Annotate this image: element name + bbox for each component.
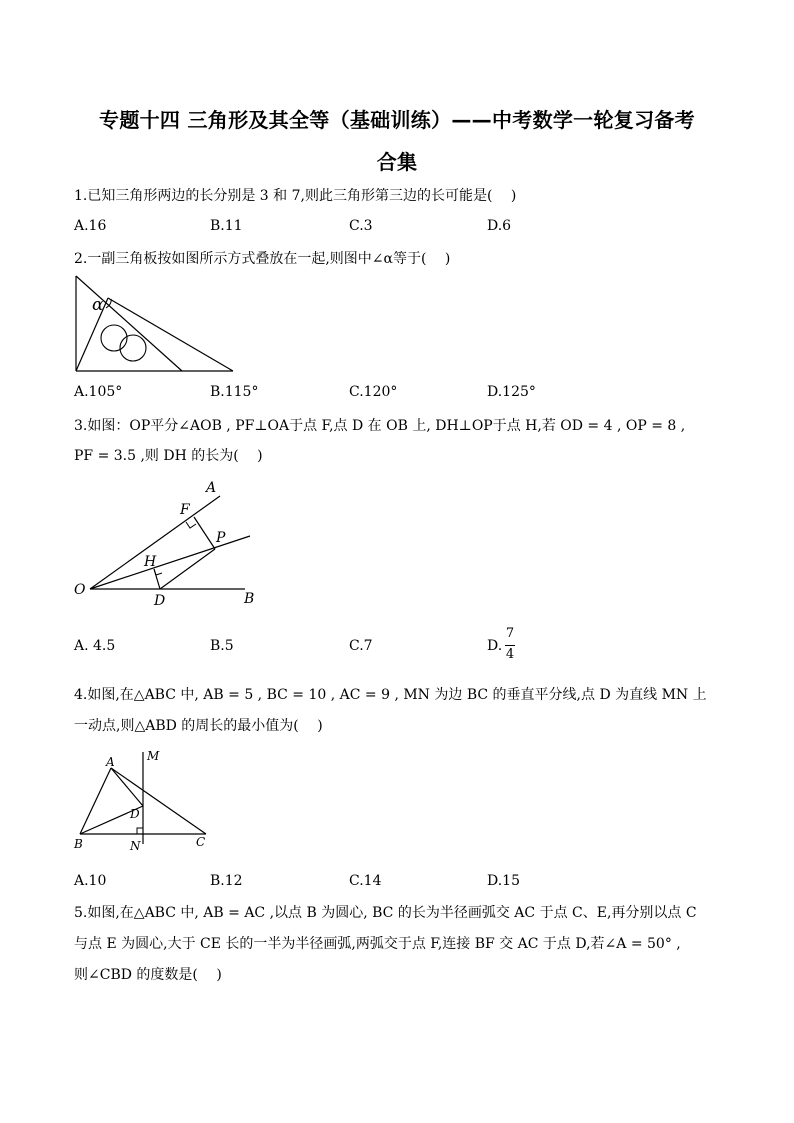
q4-label-a: A [106, 755, 115, 769]
q4-option-c[interactable]: C.14 [349, 873, 382, 889]
question-5-stem-line-3: 则∠CBD 的度数是( ) [74, 967, 222, 983]
q3-angle-bisector-figure [70, 476, 270, 608]
q2-option-a[interactable]: A.105° [74, 384, 123, 400]
q3-label-h: H [144, 554, 157, 570]
q4-label-c: C [196, 835, 206, 849]
q2-option-b[interactable]: B.115° [210, 384, 259, 400]
q4-label-m: M [147, 749, 160, 763]
q4-option-b[interactable]: B.12 [210, 873, 243, 889]
q3-label-p: P [216, 530, 226, 546]
q4-option-d[interactable]: D.15 [487, 873, 520, 889]
question-5-stem-line-1: 5.如图,在△ABC 中, AB = AC ,以点 B 为圆心, BC 的长为半径画弧交 AC 于点 C、E,再分别以点 C [74, 905, 697, 921]
question-4-stem-line-2: 一动点,则△ABD 的周长的最小值为( ) [74, 718, 323, 734]
q3-option-d-fraction-bar [505, 645, 515, 646]
q1-option-c[interactable]: C.3 [349, 218, 373, 234]
q3-option-b[interactable]: B.5 [210, 638, 234, 654]
question-3-stem-line-2: PF = 3.5 ,则 DH 的长为( ) [74, 448, 263, 464]
q2-option-c[interactable]: C.120° [349, 384, 398, 400]
q4-label-b: B [74, 837, 83, 851]
q3-label-a: A [206, 480, 217, 496]
q1-option-a[interactable]: A.16 [74, 218, 107, 234]
question-4-stem-line-1: 4.如图,在△ABC 中, AB = 5 , BC = 10 , AC = 9 , MN 为边 BC 的垂直平分线,点 D 为直线 MN 上 [74, 687, 707, 703]
page-title: 专题十四 三角形及其全等（基础训练）——中考数学一轮复习备考 [99, 108, 695, 132]
q1-option-b[interactable]: B.11 [210, 218, 243, 234]
q4-label-d: D [130, 807, 140, 821]
q2-label-alpha: α [92, 295, 104, 315]
q3-label-d: D [154, 593, 166, 608]
q3-label-f: F [180, 502, 190, 518]
q1-option-d[interactable]: D.6 [487, 218, 512, 234]
q4-option-a[interactable]: A.10 [74, 873, 107, 889]
q3-option-d[interactable]: D. [487, 638, 503, 654]
q3-option-c[interactable]: C.7 [349, 638, 373, 654]
page-title-continued: 合集 [376, 150, 418, 174]
question-1-stem: 1.已知三角形两边的长分别是 3 和 7,则此三角形第三边的长可能是( ) [74, 188, 517, 204]
q3-option-d-denominator: 4 [505, 647, 515, 662]
q2-option-d[interactable]: D.125° [487, 384, 536, 400]
question-5-stem-line-2: 与点 E 为圆心,大于 CE 长的一半为半径画弧,两弧交于点 F,连接 BF 交 AC 于点 D,若∠A = 50° , [74, 936, 681, 952]
q4-perpendicular-bisector-figure [70, 748, 220, 856]
q2-triangle-set-figure [70, 272, 240, 376]
q3-label-b: B [244, 591, 255, 607]
q3-option-d-numerator: 7 [505, 626, 515, 641]
question-3-stem-line-1: 3.如图：OP平分∠AOB , PF⊥OA于点 F,点 D 在 OB 上, DH⊥OP于点 H,若 OD = 4 , OP = 8 , [74, 418, 686, 434]
q4-label-n: N [130, 839, 141, 853]
q3-label-o: O [74, 582, 86, 598]
question-2-stem: 2.一副三角板按如图所示方式叠放在一起,则图中∠α等于( ) [74, 251, 451, 267]
q3-option-a[interactable]: A. 4.5 [74, 638, 116, 654]
